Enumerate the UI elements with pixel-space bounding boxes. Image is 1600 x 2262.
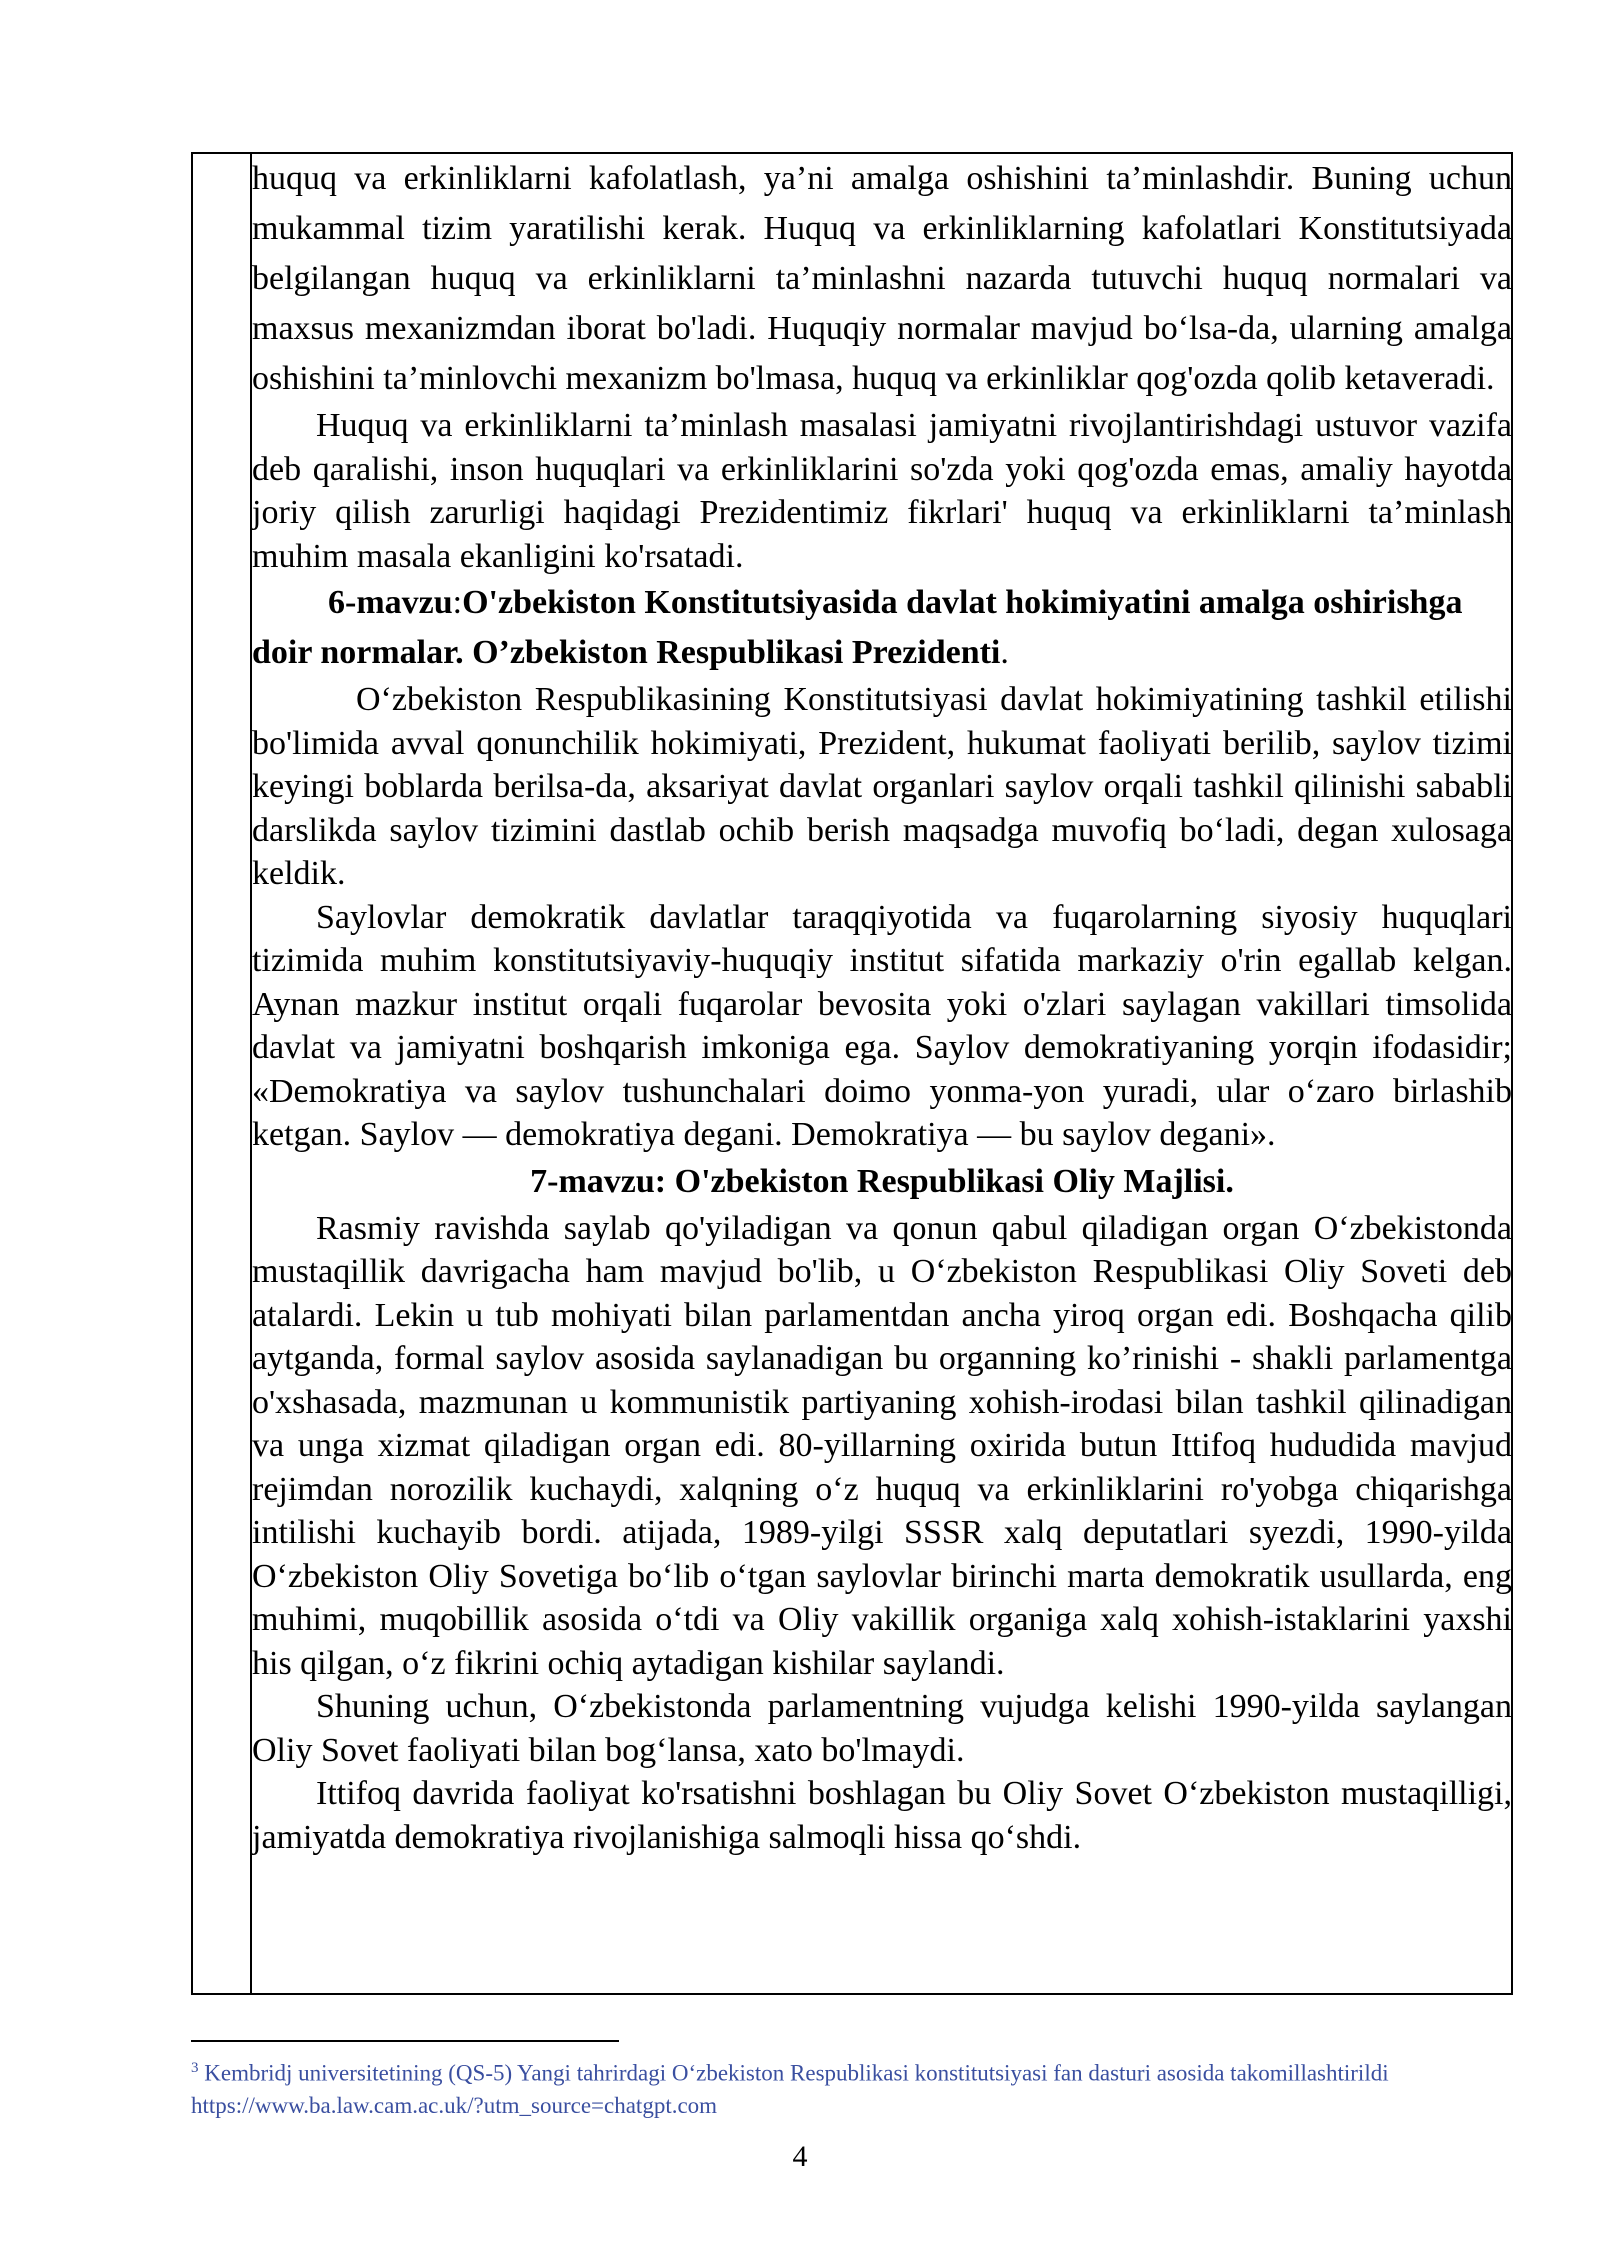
footnote [191, 2052, 1471, 2122]
footnote-text: Kembridj universitetining (QS-5) Yangi tahrirdagi O‘zbekiston Respublikasi konstitutsiyasi fan dasturi asosida takomillashtirildi https://www.ba.law.cam.ac.uk/?utm_source=chatgpt.com [191, 2060, 1389, 2118]
paragraph-1: huquq va erkinliklarni kafolatlash, ya’ni amalga oshishini ta’minlashdir. Buning uchun mukammal tizim yaratilishi kerak. Huquq va erkinliklarning kafolatlari Konstitutsiyada belgilangan huquq va erkinliklarni ta’minlashni nazarda tutuvchi huquq normalari va maxsus mexanizmdan iborat bo'ladi. Huquqiy normalar mavjud bo‘lsa-da, ularning amalga oshishini ta’minlovchi mexanizm bo'lmasa, huquq va erkinliklar qog'ozda qolib ketaveradi. [252, 160, 1512, 397]
paragraph-7: Ittifoq davrida faoliyat ko'rsatishni boshlagan bu Oliy Sovet O‘zbekiston mustaqilligi, jamiyatda demokratiya rivojlanishiga salmoqli hissa qo‘shdi. [252, 1775, 1512, 1856]
paragraph-2: Huquq va erkinliklarni ta’minlash masalasi jamiyatni rivojlantirishdagi ustuvor vazifa deb qaralishi, inson huquqlari va erkinliklarini so'zda yoki qog'ozda emas, amaliy hayotda joriy qilish zarurligi haqidagi Prezidentimiz fikrlari' huquq va erkinliklarni ta’minlash muhim masala ekanligini ko'rsatadi. [252, 407, 1512, 575]
heading-topic-6 [252, 578, 1512, 678]
heading-topic-6-dot: . [1000, 634, 1009, 671]
footnote-separator [191, 2040, 619, 2042]
paragraph-4: Saylovlar demokratik davlatlar taraqqiyotida va fuqarolarning siyosiy huquqlari tizimida muhim konstitutsiyaviy-huquqiy institut sifatida markaziy o'rin egallab kelgan. Aynan mazkur institut orqali fuqarolar bevosita yoki o'zlari saylagan vakillari timsolida davlat va jamiyatni boshqarish imkoniga ega. Saylov demokratiyaning yorqin ifodasidir; «Demokratiya va saylov tushunchalari doimo yonma-yon yuradi, ular o‘zaro birlashib ketgan. Saylov — demokratiya degani. Demokratiya — bu saylov degani». [252, 898, 1512, 1153]
table-content-cell [252, 154, 1512, 1859]
heading-topic-6-colon: : [452, 584, 463, 621]
paragraph-6: Shuning uchun, O‘zbekistonda parlamentning vujudga kelishi 1990-yilda saylangan Oliy Sovet faoliyati bilan bog‘lansa, xato bo'lmaydi. [252, 1688, 1512, 1769]
paragraph-3: O‘zbekiston Respublikasining Konstitutsiyasi davlat hokimiyatining tashkil etilishi bo'limida avval qonunchilik hokimiyati, Prezident, hukumat faoliyati berilib, saylov tizimi keyingi boblarda berilsa-da, aksariyat davlat organlari saylov orqali tashkil qilinishi sababli darslikda saylov tizimini dastlab ochib berish maqsadga muvofiq bo‘ladi, degan xulosaga keldik. [252, 681, 1512, 892]
heading-topic-6-number: 6-mavzu [328, 584, 453, 621]
heading-topic-6-text: O'zbekiston Konstitutsiyasida davlat hokimiyatini amalga oshirishga doir normalar. O’zbekiston Respublikasi Prezidenti [252, 584, 1463, 671]
footnote-number: 3 [191, 2060, 199, 2076]
page-number: 4 [792, 2140, 808, 2173]
paragraph-5: Rasmiy ravishda saylab qo'yiladigan va qonun qabul qiladigan organ O‘zbekistonda mustaqillik davrigacha ham mavjud bo'lib, u O‘zbekiston Respublikasi Oliy Soveti deb atalardi. Lekin u tub mohiyati bilan parlamentdan ancha yiroq organ edi. Boshqacha qilib aytganda, formal saylov asosida saylanadigan bu organning ko’rinishi - shakli parlamentga o'xshasada, mazmunan u kommunistik partiyaning xohish-irodasi bilan tashkil qilinadigan va unga xizmat qiladigan organ edi. 80-yillarning oxirida butun Ittifoq hududida mavjud rejimdan norozilik kuchaydi, xalqning o‘z huquq va erkinliklarini ro'yobga chiqarishga intilishi kuchayib bordi. atijada, 1989-yilgi SSSR xalq deputatlari syezdi, 1990-yilda O‘zbekiston Oliy Sovetiga bo‘lib o‘tgan saylovlar birinchi marta demokratik usullarda, eng muhimi, muqobillik asosida o‘tdi va Oliy vakillik organiga xalq xohish-istaklarini yaxshi his qilgan, o‘z fikrini ochiq aytadigan kishilar saylandi. [252, 1209, 1512, 1682]
heading-topic-7: 7-mavzu: O'zbekiston Respublikasi Oliy Majlisi. [530, 1162, 1234, 1200]
